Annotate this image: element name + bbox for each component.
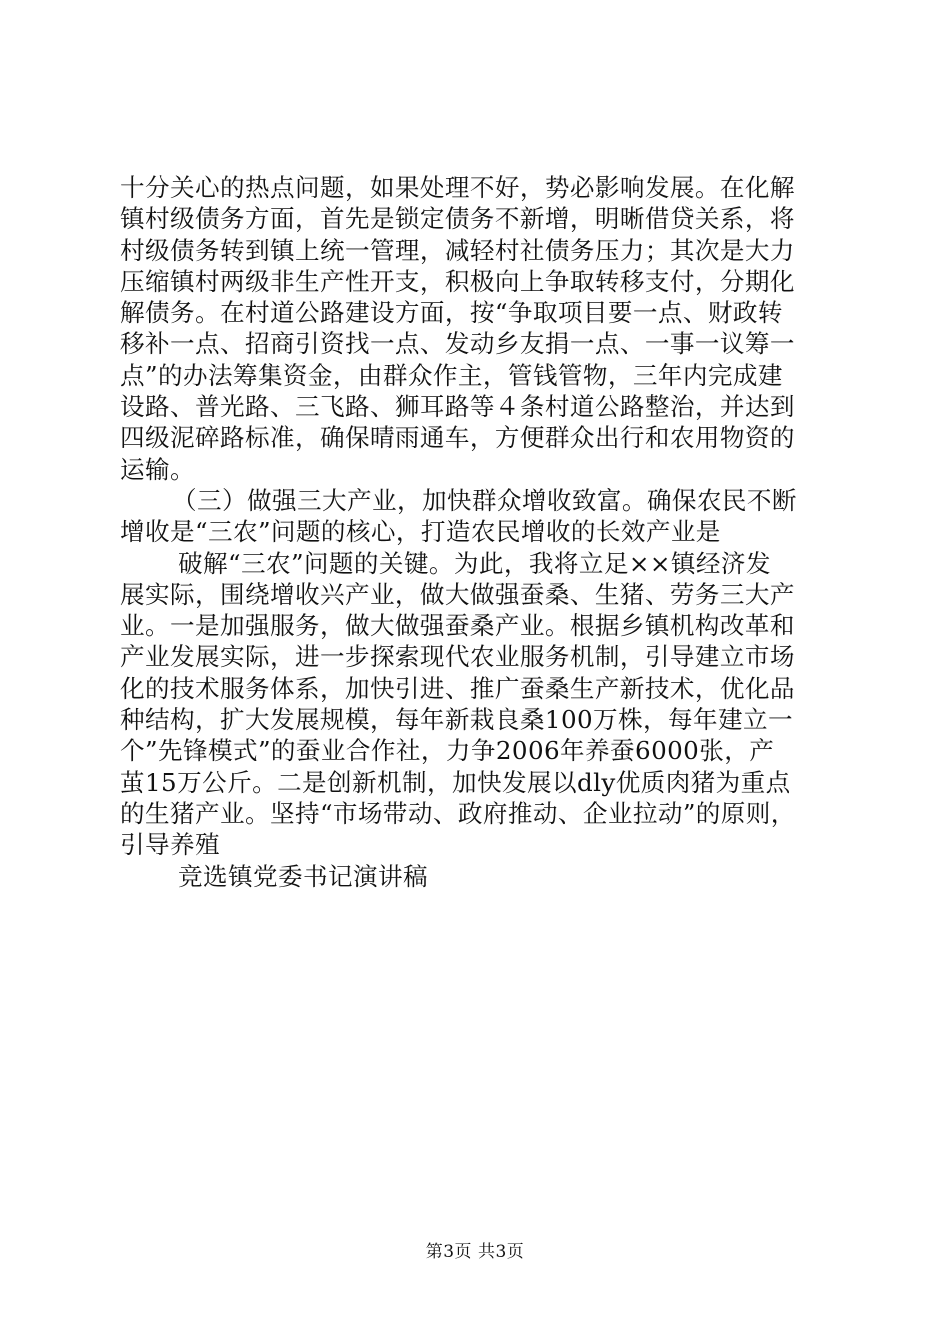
text-line: 解债务。在村道公路建设方面，按“争取项目要一点、财政转	[120, 298, 783, 328]
page-footer	[0, 1241, 950, 1263]
text-line: 镇村级债务方面，首先是锁定债务不新增，明晰借贷关系，将	[120, 204, 795, 234]
paragraph-start-line: 破解“三农”问题的关键。为此，我将立足××镇经济发	[178, 548, 771, 578]
document-body	[120, 172, 840, 892]
text-line: 设路、普光路、三飞路、狮耳路等４条村道公路整治，并达到	[120, 392, 795, 422]
document-title-line: 竞选镇党委书记演讲稿	[178, 861, 428, 891]
text-line: 十分关心的热点问题，如果处理不好，势必影响发展。在化解	[120, 173, 795, 202]
text-line: 压缩镇村两级非生产性开支，积极向上争取转移支付，分期化	[120, 266, 795, 296]
text-line: 产业发展实际，进一步探索现代农业服务机制，引导建立市场	[120, 642, 795, 672]
text-line: 茧15万公斤。二是创新机制，加快发展以dly优质肉猪为重点	[120, 767, 791, 797]
page-number: 第3页 共3页	[425, 1242, 525, 1262]
section-heading-line: （三）做强三大产业，加快群众增收致富。确保农民不断	[172, 485, 797, 515]
text-line: 引导养殖	[120, 830, 220, 860]
text-line: 运输。	[120, 454, 195, 484]
text-line: 四级泥碎路标准，确保晴雨通车，方便群众出行和农用物资的	[120, 423, 795, 453]
text-line: 村级债务转到镇上统一管理，减轻村社债务压力；其次是大力	[120, 235, 795, 265]
text-line: 个”先锋模式”的蚕业合作社，力争2006年养蚕6000张，产	[120, 736, 775, 766]
text-line: 种结构，扩大发展规模，每年新栽良桑100万株，每年建立一	[120, 705, 793, 735]
text-line: 展实际，围绕增收兴产业，做大做强蚕桑、生猪、劳务三大产	[120, 579, 795, 609]
text-line: 化的技术服务体系，加快引进、推广蚕桑生产新技术，优化品	[120, 673, 795, 703]
text-line: 增收是“三农”问题的核心，打造农民增收的长效产业是	[120, 517, 721, 547]
text-line: 点”的办法筹集资金，由群众作主，管钱管物，三年内完成建	[120, 360, 783, 390]
text-line: 移补一点、招商引资找一点、发动乡友捐一点、一事一议筹一	[120, 329, 795, 359]
text-line: 业。一是加强服务，做大做强蚕桑产业。根据乡镇机构改革和	[120, 611, 795, 641]
text-line: 的生猪产业。坚持“市场带动、政府推动、企业拉动”的原则，	[120, 798, 796, 828]
